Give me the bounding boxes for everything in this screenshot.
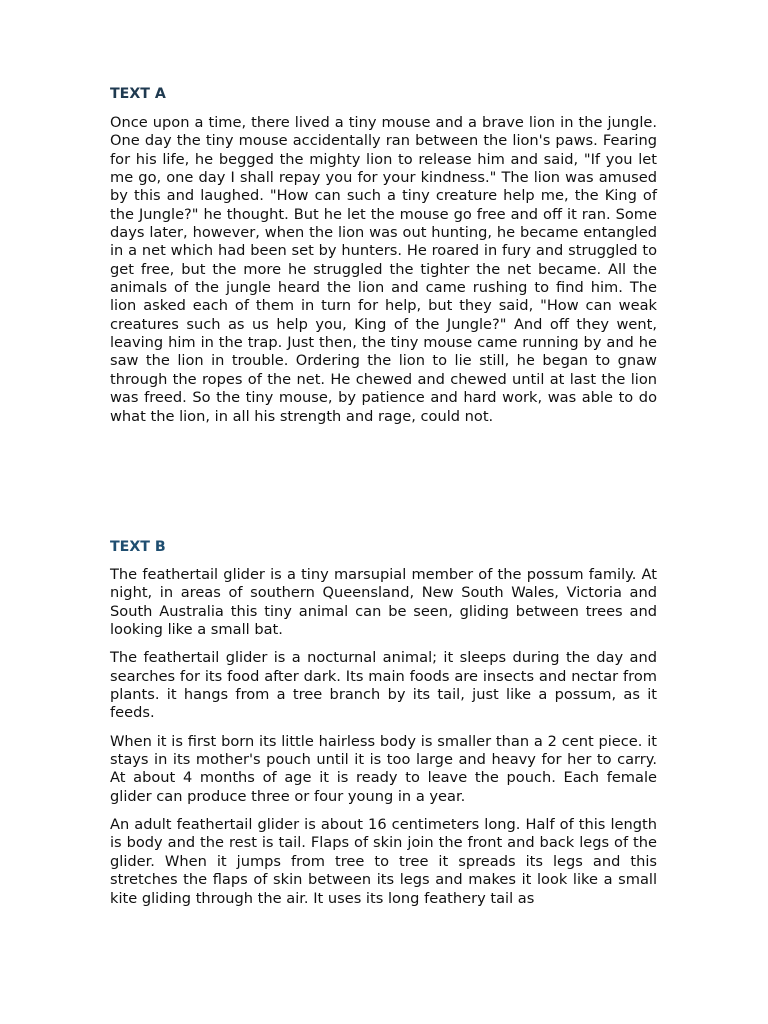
text-b-heading: TEXT B xyxy=(110,539,166,555)
text-a-paragraph: Once upon a time, there lived a tiny mouse and a brave lion in the jungle. One day the tiny mouse accidentally ran between the lion's paws. Fearing for his life, he begged the mighty lion to release him and said, "If you let me go, one day I shall repay you for your kindness." The lion was amused by this and laughed. "How can such a tiny creature help me, the King of the Jungle?" he thought. But he let the mouse go free and off it ran. Some days later, however, when the lion was out hunting, he became entangled in a net which had been set by hunters. He roared in fury and struggled to get free, but the more he struggled the tighter the net became. All the animals of the jungle heard the lion and came rushing to find him. The lion asked each of them in turn for help, but they said, "How can weak creatures such as us help you, King of the Jungle?" And off they went, leaving him in the trap. Just then, the tiny mouse came running by and he saw the lion in trouble. Ordering the lion to lie still, he began to gnaw through the ropes of the net. He chewed and chewed until at last the lion was freed. So the tiny mouse, by patience and hard work, was able to do what the lion, in all his strength and rage, could not. xyxy=(110,114,657,425)
text-b-paragraph-4: An adult feathertail glider is about 16 centimeters long. Half of this length is body and the rest is tail. Flaps of skin join the front and back legs of the glider. When it jumps from tree to tree it spreads its legs and this stretches the flaps of skin between its legs and makes it look like a small kite gliding through the air. It uses its long feathery tail as xyxy=(110,816,657,907)
text-b-paragraph-2: The feathertail glider is a nocturnal animal; it sleeps during the day and searches for its food after dark. Its main foods are insects and nectar from plants. it hangs from a tree branch by its tail, just like a possum, as it feeds. xyxy=(110,649,657,722)
text-b-body xyxy=(110,566,657,918)
text-b-paragraph-3: When it is first born its little hairless body is smaller than a 2 cent piece. it stays in its mother's pouch until it is too large and heavy for her to carry. At about 4 months of age it is ready to leave the pouch. Each female glider can produce three or four young in a year. xyxy=(110,732,657,805)
text-a-heading: TEXT A xyxy=(110,86,166,102)
text-b-paragraph-1: The feathertail glider is a tiny marsupial member of the possum family. At night, in areas of southern Queensland, New South Wales, Victoria and South Australia this tiny animal can be seen, gliding between trees and looking like a small bat. xyxy=(110,566,657,639)
